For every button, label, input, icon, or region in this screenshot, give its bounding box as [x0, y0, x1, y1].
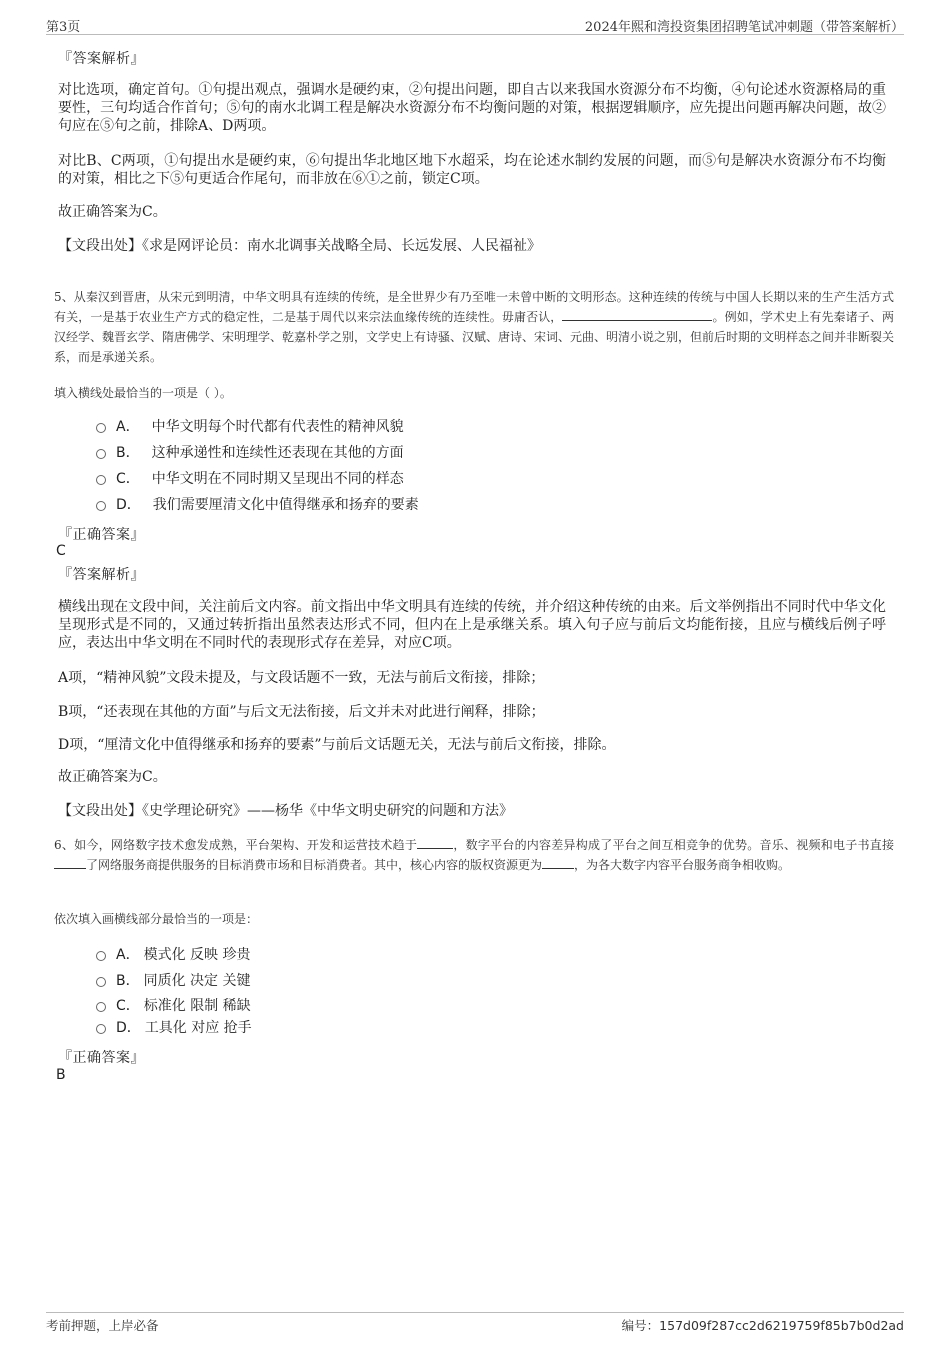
analysis-paragraph-1: 对比选项，确定首句。①句提出观点，强调水是硬约束，②句提出问题，即自古以来我国水资源分布不均衡，④句论述水资源格局的重要性，三句均适合作首句；⑤句的南水北调工程是解决水资源分布不均衡问题的对策，根据逻辑顺序，应先提出问题再解决问题，故②句应在⑤句之前，排除A、D两项。: [58, 82, 886, 134]
q6-option-c[interactable]: C． 标准化 限制 稀缺: [96, 996, 251, 1016]
question-6-text: 6、如今，网络数字技术愈发成熟，平台架构、开发和运营技术趋于 ，数字平台的内容差异构成了平台之间互相竞争的优势。音乐、视频和电子书直接了网络服务商提供服务的目标消费市场和目标消费者。其中，核心内容的版权资源更为 ，为各大数字内容平台服务商争相收购。: [54, 838, 894, 872]
q5-passage-source: 【文段出处】《史学理论研究》——杨华《中华文明史研究的问题和方法》: [58, 803, 513, 819]
question-5-prompt: 填入横线处最恰当的一项是（ ）。: [54, 386, 232, 400]
q5-option-a-note: A项，“精神风貌”文段未提及，与文段话题不一致，无法与前后文衔接，排除；: [58, 670, 545, 686]
document-title: 2024年熙和湾投资集团招聘笔试冲刺题（带答案解析）: [584, 20, 904, 35]
radio-icon[interactable]: [96, 449, 106, 459]
footer-slogan: 考前押题，上岸必备: [46, 1318, 159, 1333]
q6-option-d[interactable]: D． 工具化 对应 抢手: [96, 1018, 252, 1038]
q5-option-d-note: D项，“厘清文化中值得继承和扬弃的要素”与前后文话题无关，无法与前后文衔接，排除。: [58, 737, 616, 753]
q5-option-a[interactable]: A． 中华文明每个时代都有代表性的精神风貌: [96, 417, 404, 437]
page-footer: [46, 1312, 904, 1335]
analysis-label: 『答案解析』: [58, 567, 145, 583]
passage-source: 【文段出处】《求是网评论员：南水北调事关战略全局、长远发展、人民福祉》: [58, 238, 541, 254]
q5-analysis: 横线出现在文段中间，关注前后文内容。前文指出中华文明具有连续的传统，并介绍这种传统的由来。后文举例指出不同时代中华文化呈现形式是不同的，又通过转折指出虽然表达形式不同，但内在上是承继关系。填入句子应与前后文均能衔接，且应与横线后例子呼应，表达出中华文明在不同时代的表现形式存在差异，对应C项。: [58, 599, 886, 651]
analysis-label: 『答案解析』: [58, 51, 145, 67]
analysis-conclusion: 故正确答案为C。: [58, 204, 167, 220]
correct-answer-label: 『正确答案』: [58, 527, 145, 543]
page-header: [46, 14, 904, 35]
q5-option-c[interactable]: C． 中华文明在不同时期又呈现出不同的样态: [96, 469, 404, 489]
radio-icon[interactable]: [96, 1002, 106, 1012]
radio-icon[interactable]: [96, 501, 106, 511]
fill-blank: [542, 856, 574, 869]
page-number: 第3页: [46, 20, 81, 35]
q5-option-d[interactable]: D． 我们需要厘清文化中值得继承和扬弃的要素: [96, 495, 419, 515]
question-6-prompt: 依次填入画横线部分最恰当的一项是：: [54, 912, 259, 926]
radio-icon[interactable]: [96, 475, 106, 485]
q6-option-a[interactable]: A． 模式化 反映 珍贵: [96, 945, 250, 965]
correct-answer: C: [56, 543, 66, 559]
radio-icon[interactable]: [96, 1024, 106, 1034]
analysis-paragraph-2: 对比B、C两项，①句提出水是硬约束，⑥句提出华北地区地下水超采，均在论述水制约发展的问题，而⑤句是解决水资源分布不均衡的对策，相比之下⑤句更适合作尾句，而非放在⑥①之前，锁定C项。: [58, 153, 886, 187]
document-code: 编号：157d09f287cc2d6219759f85b7b0d2ad: [621, 1318, 904, 1333]
radio-icon[interactable]: [96, 951, 106, 961]
fill-blank: [562, 308, 712, 321]
q5-option-b-note: B项，“还表现在其他的方面”与后文无法衔接，后文并未对此进行阐释，排除；: [58, 704, 545, 720]
correct-answer-label: 『正确答案』: [58, 1050, 145, 1066]
q5-option-b[interactable]: B． 这种承递性和连续性还表现在其他的方面: [96, 443, 404, 463]
question-5-text: 5、从秦汉到晋唐，从宋元到明清，中华文明具有连续的传统，是全世界少有乃至唯一未曾中断的文明形态。这种连续的传统与中国人长期以来的生产生活方式有关，一是基于农业生产方式的稳定性，二是基于周代以来宗法血缘传统的连续性。毋庸否认， 。例如，学术史上有先秦诸子、两汉经学、魏晋玄学、隋唐佛学、宋明理学、乾嘉朴学之别，文学史上有诗骚、汉赋、唐诗、宋词、元曲、明清小说之别，但前后时期的文明样态之间并非断裂关系，而是承递关系。: [54, 290, 895, 364]
fill-blank: [54, 856, 86, 869]
fill-blank: [417, 836, 453, 849]
q5-conclusion: 故正确答案为C。: [58, 769, 167, 785]
radio-icon[interactable]: [96, 423, 106, 433]
radio-icon[interactable]: [96, 977, 106, 987]
correct-answer: B: [56, 1067, 66, 1083]
q6-option-b[interactable]: B． 同质化 决定 关键: [96, 971, 251, 991]
